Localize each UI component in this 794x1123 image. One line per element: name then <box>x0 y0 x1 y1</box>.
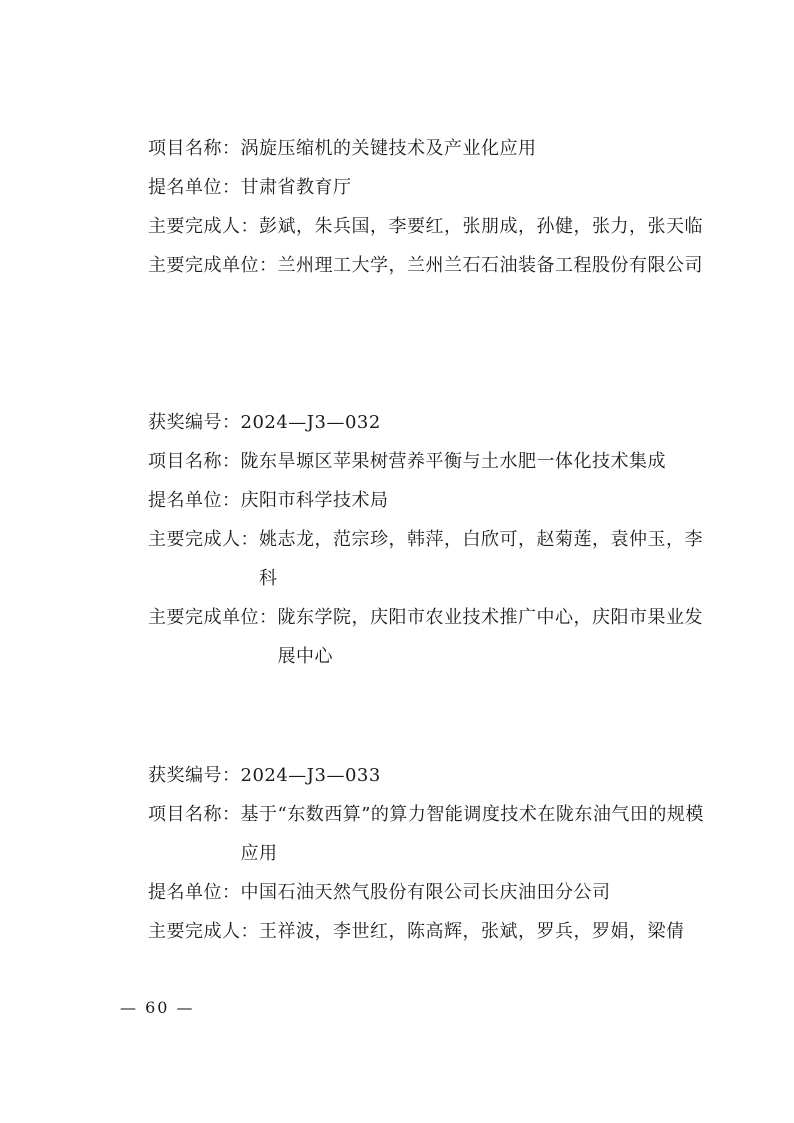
project-value: 陇东旱塬区苹果树营养平衡与土水肥一体化技术集成 <box>240 451 666 472</box>
project-row <box>148 129 708 168</box>
units-value: 陇东学院，庆阳市农业技术推广中心，庆阳市果业发展中心 <box>277 607 703 667</box>
people-label: 主要完成人： <box>148 921 259 942</box>
nominator-label: 提名单位： <box>148 177 241 198</box>
people-value: 王祥波，李世红，陈高辉，张斌，罗兵，罗娟，梁倩 <box>259 921 685 942</box>
people-label: 主要完成人： <box>148 529 259 550</box>
award-number-label: 获奖编号： <box>148 412 241 433</box>
people-label: 主要完成人： <box>148 216 259 237</box>
nominator-value: 中国石油天然气股份有限公司长庆油田分公司 <box>240 882 611 903</box>
people-value: 姚志龙，范宗珍，韩萍，白欣可，赵菊莲，袁仲玉，李科 <box>259 529 703 589</box>
units-label: 主要完成单位： <box>148 255 278 276</box>
award-number-label: 获奖编号： <box>148 765 241 786</box>
nominator-row <box>148 481 708 520</box>
award-number-row <box>148 756 708 795</box>
award-entry-2 <box>148 403 708 676</box>
units-row <box>148 246 708 285</box>
nominator-row <box>148 168 708 207</box>
nominator-label: 提名单位： <box>148 882 241 903</box>
people-row <box>148 207 708 246</box>
project-row <box>148 795 708 873</box>
people-value: 彭斌，朱兵国，李要红，张朋成，孙健，张力，张天临 <box>259 216 703 237</box>
award-number-value: 2024—J3—033 <box>240 765 381 786</box>
nominator-label: 提名单位： <box>148 490 241 511</box>
units-row <box>148 598 708 676</box>
nominator-row <box>148 873 708 912</box>
award-number-row <box>148 403 708 442</box>
project-row <box>148 442 708 481</box>
nominator-value: 甘肃省教育厅 <box>240 177 352 198</box>
project-label: 项目名称： <box>148 138 241 159</box>
project-label: 项目名称： <box>148 451 241 472</box>
people-row <box>148 912 708 951</box>
award-entry-1 <box>148 129 708 285</box>
units-value: 兰州理工大学，兰州兰石石油装备工程股份有限公司 <box>277 255 703 276</box>
award-entry-3 <box>148 756 708 951</box>
page-number: — 60 — <box>120 998 195 1017</box>
people-row <box>148 520 708 598</box>
project-value: 基于“东数西算”的算力智能调度技术在陇东油气田的规模应用 <box>240 804 704 864</box>
project-value: 涡旋压缩机的关键技术及产业化应用 <box>240 138 537 159</box>
project-label: 项目名称： <box>148 804 241 825</box>
nominator-value: 庆阳市科学技术局 <box>240 490 389 511</box>
award-number-value: 2024—J3—032 <box>240 412 381 433</box>
units-label: 主要完成单位： <box>148 607 278 628</box>
